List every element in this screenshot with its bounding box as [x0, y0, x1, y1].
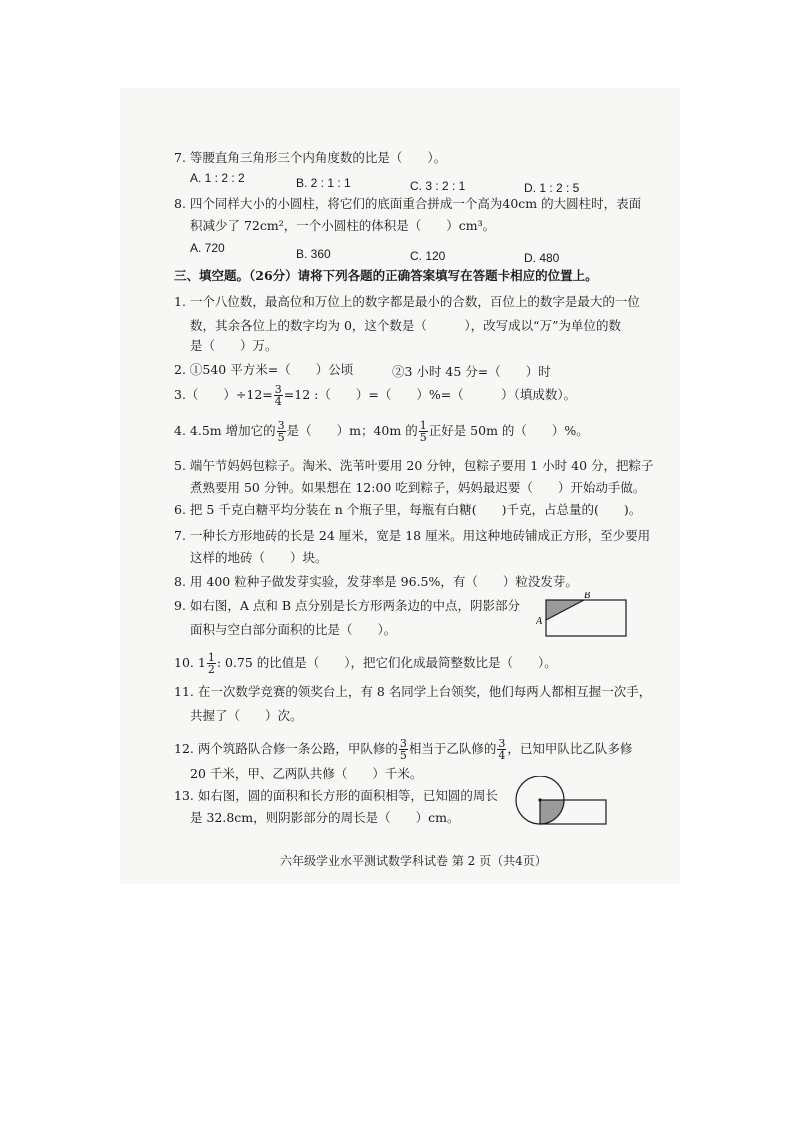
- fill-3: [174, 384, 576, 407]
- question-8-line-2: 积减少了 72cm²，一个小圆柱的体积是（ ）cm³。: [190, 218, 496, 233]
- fill-3-post: =12 :（ ）=（ ）%=（ ）（填成数）。: [283, 387, 577, 402]
- fill-10-post: : 0.75 的比值是（ ），把它们化成最简整数比是（ ）。: [216, 655, 557, 670]
- fill-1-line-1: 1. 一个八位数，最高位和万位上的数字都是最小的合数，百位上的数字是最大的一位: [174, 294, 640, 309]
- fill-7-line-2: 这样的地砖（ ）块。: [190, 550, 328, 565]
- fill-12-pre: 12. 两个筑路队合修一条公路，甲队修的: [174, 741, 398, 756]
- fraction-numerator: 3: [277, 419, 285, 432]
- q7-option-d: D. 1 : 2 : 5: [524, 181, 580, 195]
- fill-12-fraction-2: [497, 738, 506, 761]
- fill-4-mid: 是（ ）m；40m 的: [286, 423, 418, 438]
- fill-13-line-2: 是 32.8cm，则阴影部分的周长是（ ）cm。: [190, 810, 460, 825]
- fraction-denominator: 5: [277, 431, 285, 444]
- q8-option-a: A. 720: [190, 241, 225, 255]
- question-8-line-1: 8. 四个同样大小的小圆柱，将它们的底面重合拼成一个高为40cm 的大圆柱时，表面: [174, 196, 642, 211]
- q7-option-a: A. 1 : 2 : 2: [190, 171, 245, 185]
- fill-9-line-1: 9. 如右图，A 点和 B 点分别是长方形两条边的中点，阴影部分: [174, 598, 521, 613]
- fill-12-fraction-1: [399, 738, 408, 761]
- fill-7-line-1: 7. 一种长方形地砖的长是 24 厘米，宽是 18 厘米。用这种地砖铺成正方形，至少要用: [174, 528, 651, 543]
- fill-2-part-1: 2. ①540 平方米=（ ）公顷: [174, 362, 354, 377]
- fraction-numerator: 3: [274, 383, 282, 396]
- q8-option-c: C. 120: [410, 249, 446, 263]
- fill-13-line-1: 13. 如右图，圆的面积和长方形的面积相等，已知圆的周长: [174, 788, 498, 803]
- question-7: 7. 等腰直角三角形三个内角度数的比是（ ）。: [174, 150, 447, 165]
- fill-8: 8. 用 400 粒种子做发芽实验，发芽率是 96.5%，有（ ）粒没发芽。: [174, 574, 578, 589]
- q8-option-b: B. 360: [296, 247, 331, 261]
- fill-10-fraction: [207, 652, 216, 675]
- fraction-denominator: 5: [399, 749, 407, 762]
- fill-4: [174, 420, 589, 443]
- fill-12-line-1: [174, 738, 632, 761]
- circle-rectangle-figure: [510, 776, 610, 832]
- fill-12-post: ，已知甲队比乙队多修: [507, 741, 633, 756]
- fill-5-line-1: 5. 端午节妈妈包粽子。淘米、洗苇叶要用 20 分钟，包粽子要用 1 小时 40 分，把粽子: [174, 458, 654, 473]
- fraction-denominator: 4: [274, 395, 282, 408]
- q8-option-d: D. 480: [524, 251, 560, 265]
- fraction-denominator: 5: [419, 431, 427, 444]
- fill-4-fraction-1: [277, 420, 286, 443]
- fraction-denominator: 4: [498, 749, 506, 762]
- fill-2-part-2: ②3 小时 45 分=（ ）时: [392, 364, 551, 379]
- fill-12-line-2: 20 千米，甲、乙两队共修（ ）千米。: [190, 766, 423, 781]
- fill-1-line-2: 数，其余各位上的数字均为 0，这个数是（ ），改写成以“万”为单位的数: [190, 318, 621, 333]
- fill-3-fraction: [274, 384, 283, 407]
- fill-5-line-2: 煮熟要用 50 分钟。如果想在 12:00 吃到粽子，妈妈最迟要（ ）开始动手做。: [190, 480, 646, 495]
- fill-11-line-1: 11. 在一次数学竞赛的领奖台上，有 8 名同学上台领奖，他们每两人都相互握一次手，: [174, 684, 652, 699]
- fraction-denominator: 2: [207, 663, 215, 676]
- fill-4-post: 正好是 50m 的（ ）%。: [428, 423, 589, 438]
- circle-center: [538, 798, 541, 801]
- fill-6: 6. 把 5 千克白糖平均分装在 n 个瓶子里，每瓶有白糖( )千克，占总量的( )。: [174, 502, 642, 517]
- section-3-heading: 三、填空题。（26分）请将下列各题的正确答案填写在答题卡相应的位置上。: [174, 268, 598, 283]
- q7-option-b: B. 2 : 1 : 1: [296, 176, 351, 190]
- fraction-numerator: 1: [207, 651, 215, 664]
- label-a: A: [536, 616, 543, 627]
- label-b: B: [584, 592, 591, 601]
- q7-option-c: C. 3 : 2 : 1: [410, 179, 466, 193]
- fill-10: [174, 652, 557, 675]
- fill-3-pre: 3.（ ）÷12=: [174, 387, 273, 402]
- fill-4-fraction-2: [419, 420, 428, 443]
- rectangle-figure: [536, 592, 632, 638]
- page-footer: 六年级学业水平测试数学科试卷 第 2 页（共4页）: [280, 854, 547, 868]
- fill-11-line-2: 共握了（ ）次。: [190, 708, 303, 723]
- fill-4-pre: 4. 4.5m 增加它的: [174, 423, 276, 438]
- fraction-numerator: 3: [498, 737, 506, 750]
- fill-9-line-2: 面积与空白部分面积的比是（ ）。: [190, 622, 397, 637]
- fill-12-mid: 相当于乙队修的: [408, 741, 497, 756]
- fraction-numerator: 3: [399, 737, 407, 750]
- fill-10-pre: 10. 1: [174, 655, 206, 670]
- fraction-numerator: 1: [419, 419, 427, 432]
- fill-1-line-3: 是（ ）万。: [190, 338, 278, 353]
